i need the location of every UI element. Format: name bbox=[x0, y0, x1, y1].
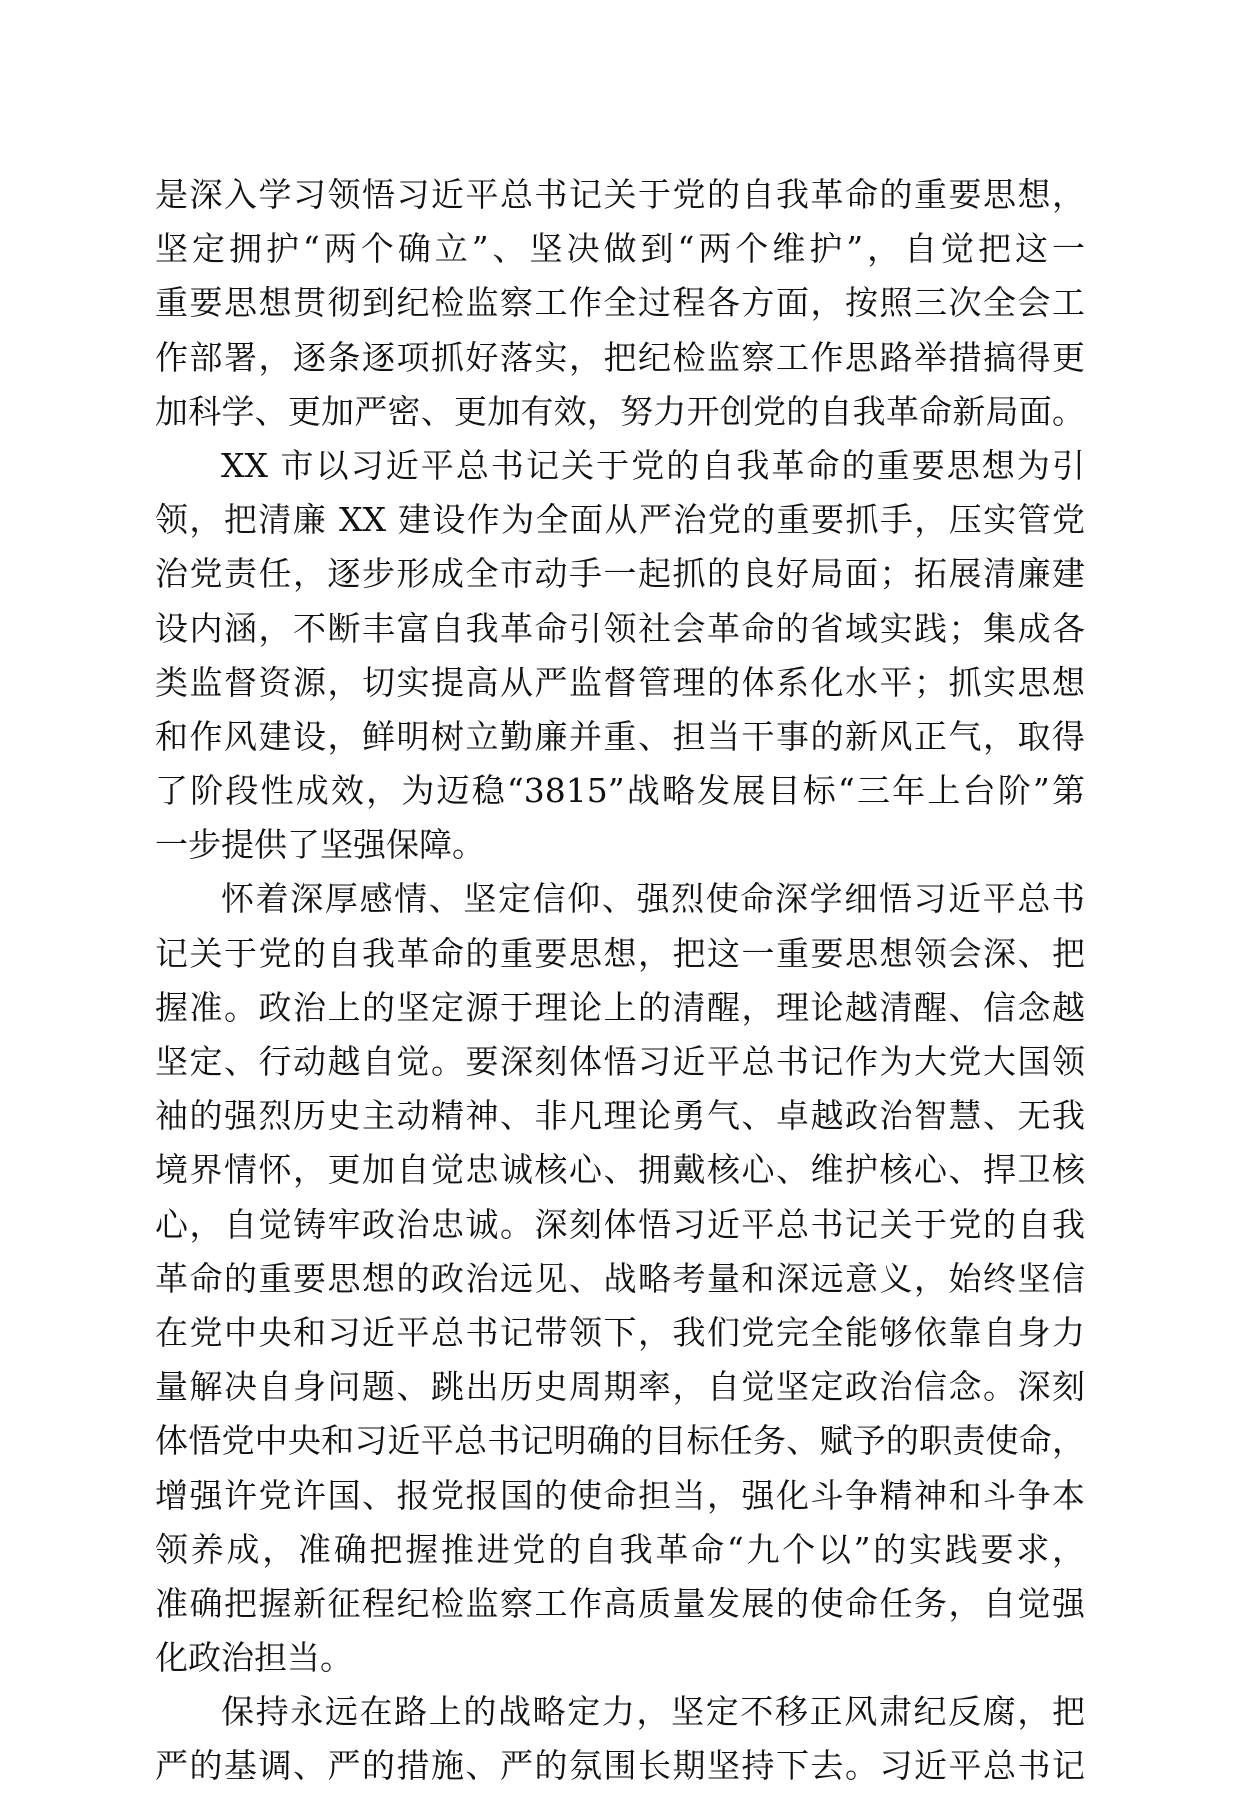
text-line: 坚定拥护“两个确立”、坚决做到“两个维护”，自觉把这一 bbox=[155, 229, 1085, 269]
text-line: 坚定、行动越自觉。要深刻体悟习近平总书记作为大党大国领 bbox=[155, 1042, 1085, 1081]
text-line: 体悟党中央和习近平总书记明确的目标任务、赋予的职责使命， bbox=[155, 1421, 1085, 1461]
text-line: 一步提供了坚强保障。 bbox=[155, 825, 485, 865]
text-line: XX 市以习近平总书记关于党的自我革命的重要思想为引 bbox=[221, 445, 1085, 485]
paragraph-2 bbox=[155, 439, 1085, 873]
text-line: 记关于党的自我革命的重要思想，把这一重要思想领会深、把 bbox=[155, 933, 1085, 973]
text-line: 领，把清廉 XX 建设作为全面从严治党的重要抓手，压实管党 bbox=[155, 500, 1085, 540]
text-line: 是深入学习领悟习近平总书记关于党的自我革命的重要思想， bbox=[155, 175, 1085, 214]
text-line: 设内涵，不断丰富自我革命引领社会革命的省域实践；集成各 bbox=[155, 608, 1085, 648]
document-body bbox=[155, 168, 1085, 1794]
text-line: 境界情怀，更加自觉忠诚核心、拥戴核心、维护核心、捍卫核 bbox=[155, 1150, 1085, 1190]
text-line: 量解决自身问题、跳出历史周期率，自觉坚定政治信念。深刻 bbox=[155, 1367, 1085, 1407]
text-line: 握准。政治上的坚定源于理论上的清醒，理论越清醒、信念越 bbox=[155, 987, 1085, 1027]
text-line: 保持永远在路上的战略定力，坚定不移正风肃纪反腐，把 bbox=[221, 1692, 1085, 1732]
text-line: 袖的强烈历史主动精神、非凡理论勇气、卓越政治智慧、无我 bbox=[155, 1096, 1085, 1136]
text-line: 了阶段性成效，为迈稳“3815”战略发展目标“三年上台阶”第 bbox=[155, 771, 1085, 811]
text-line: 增强许党许国、报党报国的使命担当，强化斗争精神和斗争本 bbox=[155, 1475, 1085, 1515]
text-line: 准确把握新征程纪检监察工作高质量发展的使命任务，自觉强 bbox=[155, 1583, 1085, 1623]
text-line: 领养成，准确把握推进党的自我革命“九个以”的实践要求， bbox=[155, 1529, 1085, 1569]
text-line: 在党中央和习近平总书记带领下，我们党完全能够依靠自身力 bbox=[155, 1312, 1085, 1352]
text-line: 革命的重要思想的政治远见、战略考量和深远意义，始终坚信 bbox=[155, 1258, 1085, 1298]
text-line: 严的基调、严的措施、严的氛围长期坚持下去。习近平总书记 bbox=[155, 1746, 1085, 1786]
text-line: 作部署，逐条逐项抓好落实，把纪检监察工作思路举措搞得更 bbox=[155, 337, 1085, 377]
text-line: 心，自觉铸牢政治忠诚。深刻体悟习近平总书记关于党的自我 bbox=[155, 1204, 1085, 1244]
text-line: 类监督资源，切实提高从严监督管理的体系化水平；抓实思想 bbox=[155, 662, 1085, 702]
paragraph-4 bbox=[155, 1685, 1085, 1793]
text-line: 加科学、更加严密、更加有效，努力开创党的自我革命新局面。 bbox=[155, 391, 1085, 431]
text-line: 和作风建设，鲜明树立勤廉并重、担当干事的新风正气，取得 bbox=[155, 716, 1085, 756]
paragraph-3 bbox=[155, 872, 1085, 1685]
text-line: 治党责任，逐步形成全市动手一起抓的良好局面；拓展清廉建 bbox=[155, 554, 1085, 594]
paragraph-1 bbox=[155, 168, 1085, 439]
text-line: 怀着深厚感情、坚定信仰、强烈使命深学细悟习近平总书 bbox=[221, 879, 1085, 919]
text-line: 化政治担当。 bbox=[155, 1638, 353, 1678]
text-line: 重要思想贯彻到纪检监察工作全过程各方面，按照三次全会工 bbox=[155, 283, 1085, 323]
